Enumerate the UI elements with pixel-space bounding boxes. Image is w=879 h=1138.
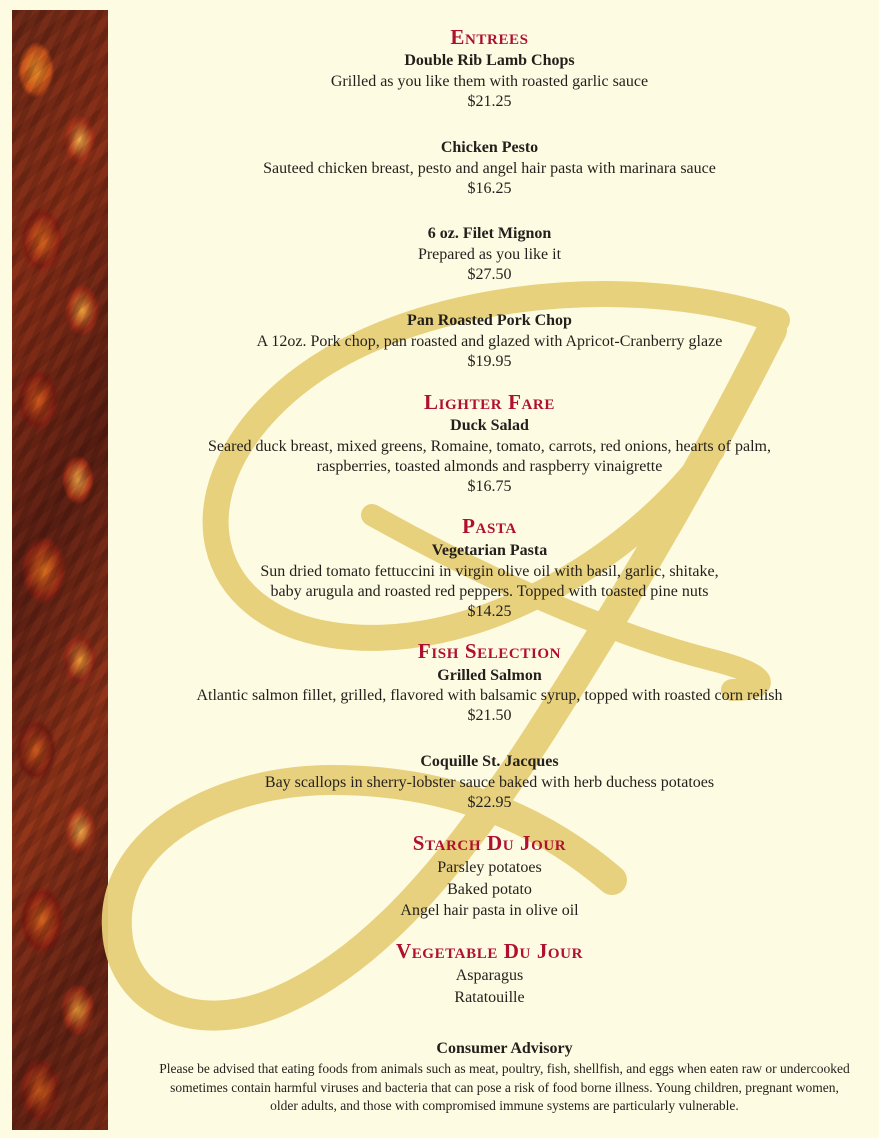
menu-item bbox=[112, 752, 867, 814]
menu-line-item: Ratatouille bbox=[454, 988, 525, 1006]
menu-line-item: Asparagus bbox=[455, 967, 524, 985]
section-title: Lighter Fare bbox=[424, 389, 555, 414]
menu-item-price: $16.25 bbox=[467, 179, 512, 197]
section-lighter-fare bbox=[112, 389, 867, 498]
section-starch-du-jour bbox=[112, 830, 867, 922]
menu-item-description: Grilled as you like them with roasted garlic sauce bbox=[330, 73, 649, 91]
menu-item-description: Atlantic salmon fillet, grilled, flavored with balsamic syrup, topped with roasted corn relish bbox=[196, 687, 783, 705]
menu-item-name: Duck Salad bbox=[450, 416, 529, 434]
decorative-floral-border bbox=[12, 10, 108, 1130]
menu-item bbox=[112, 51, 867, 113]
consumer-advisory-title: Consumer Advisory bbox=[436, 1040, 573, 1058]
menu-item-name: Chicken Pesto bbox=[440, 138, 539, 156]
menu-item-price: $19.95 bbox=[467, 352, 512, 370]
menu-line-item: Baked potato bbox=[447, 880, 532, 898]
menu-item-name: Grilled Salmon bbox=[437, 666, 542, 684]
section-fish-selection bbox=[112, 638, 867, 813]
menu-item-description: A 12oz. Pork chop, pan roasted and glazed with Apricot-Cranberry glaze bbox=[256, 332, 723, 350]
menu-item-price: $16.75 bbox=[467, 477, 512, 495]
section-pasta bbox=[112, 513, 867, 622]
section-title: Fish Selection bbox=[417, 639, 562, 664]
menu-line-item: Angel hair pasta in olive oil bbox=[400, 902, 579, 920]
menu-item-description: Prepared as you like it bbox=[417, 246, 562, 264]
menu-item-name: Vegetarian Pasta bbox=[431, 541, 548, 559]
border-edge-divider bbox=[108, 10, 111, 1130]
menu-item bbox=[112, 541, 867, 623]
menu-item-description: Seared duck breast, mixed greens, Romaine, tomato, carrots, red onions, hearts of palm, bbox=[208, 437, 771, 455]
menu-content bbox=[112, 10, 867, 1130]
menu-item-name: Pan Roasted Pork Chop bbox=[407, 312, 572, 330]
consumer-advisory-line-2: sometimes contain harmful viruses and bacteria that can pose a risk of food borne illness. Young children, pregnant women, bbox=[170, 1079, 839, 1095]
menu-item-price: $14.25 bbox=[467, 602, 512, 620]
menu-item-name: 6 oz. Filet Mignon bbox=[427, 225, 552, 243]
section-title: Starch Du Jour bbox=[412, 830, 567, 855]
menu-item-name: Coquille St. Jacques bbox=[420, 753, 559, 771]
menu-item bbox=[112, 666, 867, 728]
menu-item bbox=[112, 311, 867, 373]
menu-item-price: $22.95 bbox=[467, 793, 512, 811]
consumer-advisory bbox=[152, 1040, 857, 1116]
menu-item bbox=[112, 224, 867, 286]
menu-line-item: Parsley potatoes bbox=[437, 859, 542, 876]
section-entrees bbox=[112, 24, 867, 373]
menu-item-description: Bay scallops in sherry-lobster sauce baked with herb duchess potatoes bbox=[264, 773, 715, 791]
menu-item-description: Sauteed chicken breast, pesto and angel hair pasta with marinara sauce bbox=[263, 159, 716, 177]
menu-item-price: $27.50 bbox=[467, 266, 512, 284]
section-vegetable-du-jour bbox=[112, 938, 867, 1008]
consumer-advisory-line-3: older adults, and those with compromised immune systems are particularly vulnerable. bbox=[270, 1098, 739, 1114]
menu-item-description: Sun dried tomato fettuccini in virgin olive oil with basil, garlic, shitake, bbox=[260, 562, 719, 580]
menu-item-price: $21.25 bbox=[467, 93, 512, 111]
menu-item bbox=[112, 138, 867, 200]
menu-item-description-line2: raspberries, toasted almonds and raspberry vinaigrette bbox=[316, 457, 663, 475]
section-title: Vegetable Du Jour bbox=[395, 938, 584, 963]
consumer-advisory-line-1: Please be advised that eating foods from animals such as meat, poultry, fish, shellfish, and eggs when eaten raw or undercooked bbox=[159, 1061, 850, 1077]
menu-item-price: $21.50 bbox=[467, 707, 512, 725]
menu-item bbox=[112, 416, 867, 498]
menu-item-name: Double Rib Lamb Chops bbox=[404, 52, 575, 70]
menu-item-description-line2: baby arugula and roasted red peppers. Topped with toasted pine nuts bbox=[270, 582, 709, 600]
section-title: Entrees bbox=[450, 25, 529, 49]
section-title: Pasta bbox=[462, 514, 517, 539]
menu-page-frame bbox=[12, 10, 867, 1130]
